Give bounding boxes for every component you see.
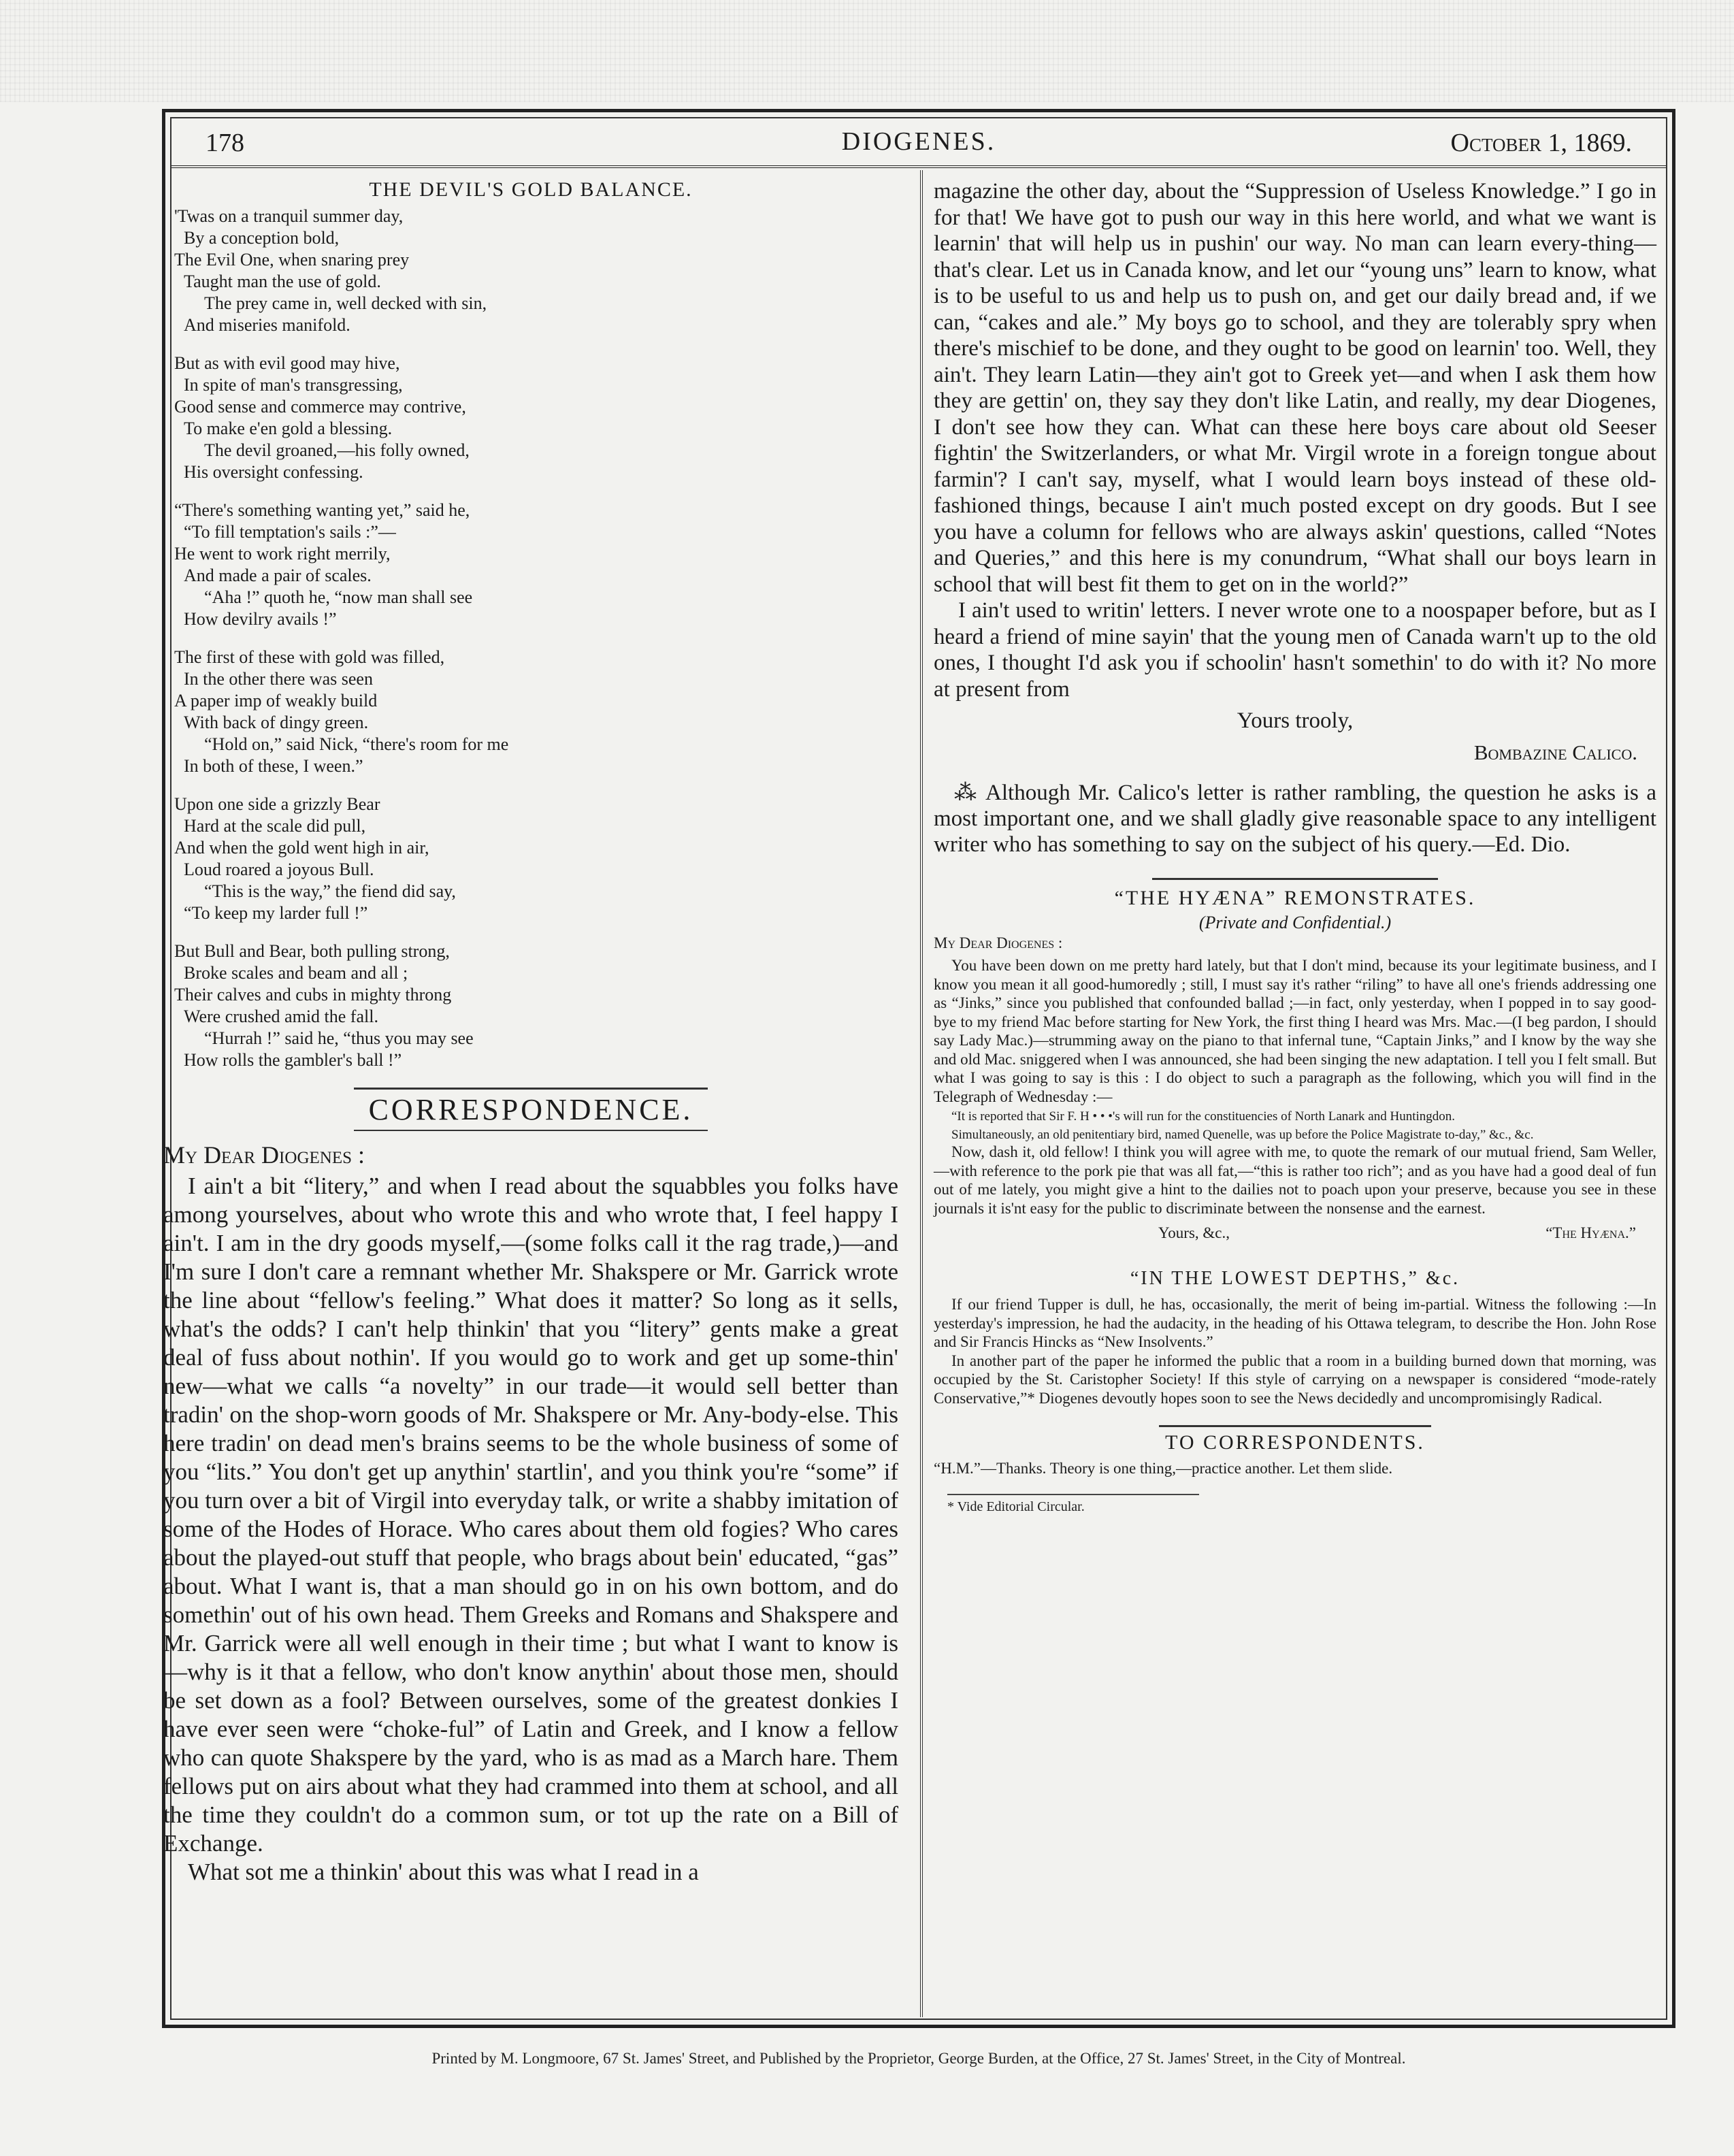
hyena-signoff [934,1224,1656,1245]
to-correspondents-text: “H.M.”—Thanks. Theory is one thing,—practice another. Let them slide. [934,1460,1393,1477]
printer-imprint: Printed by M. Longmoore, 67 St. James' Street, and Published by the Proprietor, George Burden, at the Office, 27 St. James' Street, in the City of Montreal. [431,2050,1406,2067]
poem-line: “There's something wanting yet,” said he, [174,500,470,520]
header-rule [171,165,1666,168]
poem-line: 'Twas on a tranquil summer day, [174,206,404,226]
poem-stanza [163,500,898,630]
poem-line: How devilry avails !” [184,609,337,629]
issue-date: October 1, 1869. [1450,129,1632,157]
poem-line: Were crushed amid the fall. [184,1007,378,1026]
poem-line: In both of these, I ween.” [184,756,363,776]
letter-paragraph-3: I ain't used to writin' letters. I never wrote one to a noospaper before, but as I heard a friend of mine sayin' that the young men of Canada warn't up to the old ones, I thought I'd ask you if schoolin' hasn't somethin' to do with it? No more at present from [934,598,1656,702]
poem-stanza [163,941,898,1071]
poem-line: How rolls the gambler's ball !” [184,1050,402,1070]
poem-line: Taught man the use of gold. [184,272,381,291]
hyena-paragraph-1: You have been down on me pretty hard lately, but that I don't mind, because its your legitimate business, and I know you mean it all good-humoredly ; still, I must say it's rather “riling” to have all one's friends addressing one as “Jinks,” since you published that confounded ballad ;—in fact, only yesterday, when I popped in to say good-bye to my friend Mac before starting for New York, the first thing I heard was Mrs. Mac.—(I beg pardon, I should say Lady Mac.)—strumming away on the piano to that infernal tune, “Captain Jinks,” and I know by the way she and old Mac. sniggered when I was announced, she had been singing the new adaptation. I tell you I felt small. But what I was going to say is this : I do object to such a paragraph as the following, which you will find in the Telegraph of Wednesday :— [934,957,1656,1105]
poem-line: “To keep my larder full !” [184,903,368,923]
poem-stanza [163,794,898,924]
letter-paragraph-1: I ain't a bit “litery,” and when I read about the squabbles you folks have among yourselves, about who wrote this and who wrote that, I feel happy I ain't. I am in the dry goods myself,—(some folks call it the rag trade,)—and I'm sure I don't care a remnant whether Mr. Shakspere or Mr. Garrick wrote the line about “fellow's feeling.” What does it matter? So long as it sells, what's the odds? I can't help thinkin' that you “litery” gents make a great deal of fuss about nothin'. If you would go to work and get up some-thin' new—what we calls “a novelty” in our trade—it would sell better than tradin' on the shop-worn goods of Mr. Shakspere or Mr. Any-body-else. This here tradin' on dead men's brains seems to be the whole business of some of you “lits.” You don't get up anythin' startlin', and you think you're “some” if you turn over a bit of Virgil into everyday talk, or write a shabby imitation of some of the Hodes of Horace. Who cares about them old fogies? Who cares about the played-out stuff that people, who brags about bein' educated, “gas” about. What I want is, that a man should go in on his own bottom, and do somethin' out of his own head. Them Greeks and Romans and Shakspere and Mr. Garrick were all well enough in their time ; but what I want to know is—why is it that a fellow, who don't know anythin' about those men, should be set down as a fool? Between ourselves, some of the greatest donkies I have ever seen were “choke-ful” of Latin and Greek, and I know a fellow who can quote Shakspere by the yard, who is as mad as a March hare. Them fellows put on airs about what they had crammed into them at school, and all the time they couldn't do a common sum, or tot up the rate on a Bill of Exchange. [163,1173,898,1857]
hyena-salutation: My Dear Diogenes : [934,934,1063,951]
poem-line: Their calves and cubs in mighty throng [174,985,452,1004]
page-number: 178 [206,129,244,157]
poem-line: And when the gold went high in air, [174,838,429,858]
editor-note: ⁂ Although Mr. Calico's letter is rather rambling, the question he asks is a most important one, and we shall gladly give reasonable space to any intelligent writer who has something to say on the subject of his query.—Ed. Dio. [934,781,1656,857]
poem-stanza [163,206,898,336]
letter-paragraph-2-start: What sot me a thinkin' about this was what I read in a [188,1859,699,1885]
poem-line: In spite of man's transgressing, [184,375,403,395]
poem-line: “Hurrah !” said he, “thus you may see [204,1028,474,1048]
hyena-signature: “The Hyæna.” [1545,1224,1636,1241]
footnote: * Vide Editorial Circular. [947,1499,1085,1514]
hyena-closing: Yours, &c., [1158,1224,1230,1241]
poem-stanza [163,353,898,483]
poem-line: The Evil One, when snaring prey [174,250,410,270]
poem-line: “To fill temptation's sails :”— [184,522,396,542]
hyena-paragraph-2: Now, dash it, old fellow! I think you will agree with me, to quote the remark of our mutual friend, Sam Weller,—with reference to the pork pie that was all fat,—“this is rather too rich”; and as you have had a good deal of fun out of me lately, you might give a hint to the dailies not to poach upon your preserve, because you see in these journals it is'nt easy for the public to discriminate between the nonsense and the earnest. [934,1143,1656,1217]
letter-signature: Bombazine Calico. [1473,740,1637,764]
poem-line: Good sense and commerce may contrive, [174,397,466,416]
poem-line: Hard at the scale did pull, [184,816,366,836]
letter-paragraph-2-continued: magazine the other day, about the “Suppression of Useless Knowledge.” I go in for that! We have got to push our way in this here world, and what we want is learnin' that will help us in pushin' our way. No man can learn every-thing—that's clear. Let us in Canada know, and let our “young uns” learn to know, what is to be useful to us and help us to push on, and get our daily bread and, if we can, “cakes and ale.” My boys go to school, and they are tolerably spry when there's mischief to be done, and they ought to be good on learnin' too. Well, they ain't. They learn Latin—they ain't got to Greek yet—and when I ask them how they are gettin' on, they say they don't like Latin, and really, my dear Diogenes, I don't see how they can. What can these here boys care about old Seeser fightin' the Switzerlanders, or what Mr. Virgil wrote in a foreign tongue about farmin'? I can't say, myself, what I would learn boys instead of these old-fashioned things, because I ain't much posted except on dry goods. But I see you have a column for fellows who are always askin' questions, called “Notes and Queries,” and this here is my conundrum, “What shall our boys learn in school that will best fit them to get on in the world?” [934,179,1656,597]
poem-line: With back of dingy green. [184,713,369,732]
section-rule [1152,878,1438,880]
poem-line: But as with evil good may hive, [174,353,400,373]
poem-line: And miseries manifold. [184,315,350,335]
section-rule [354,1130,708,1131]
footnote-rule [947,1494,1199,1495]
poem-line: “This is the way,” the fiend did say, [204,881,456,901]
depths-paragraph-1: If our friend Tupper is dull, he has, occasionally, the merit of being im-partial. Witness the following :—In yesterday's impression, he had the audacity, in the heading of his Ottawa telegram, to describe the Hon. John Rose and Sir Francis Hincks as “New Insolvents.” [934,1296,1656,1350]
poem-line: But Bull and Bear, both pulling strong, [174,941,450,961]
poem-line: Broke scales and beam and all ; [184,963,408,983]
poem [163,206,898,1071]
letter-closing: Yours trooly, [1237,708,1354,733]
poem-line: The prey came in, well decked with sin, [204,293,487,313]
column-rule [920,170,923,2017]
right-column [934,178,1656,1515]
section-rule [1159,1425,1431,1427]
poem-line: By a conception bold, [184,228,340,248]
correspondence-heading: CORRESPONDENCE. [368,1093,693,1126]
poem-line: “Aha !” quoth he, “now man shall see [204,587,473,607]
to-correspondents-title: TO CORRESPONDENTS. [1165,1431,1425,1454]
hyena-quote-1: “It is reported that Sir F. H • • •'s will run for the constituencies of North Lanark and Huntingdon. [951,1109,1456,1124]
poem-line: Upon one side a grizzly Bear [174,794,380,814]
poem-line: Loud roared a joyous Bull. [184,860,374,879]
page-header [176,122,1662,163]
poem-line: He went to work right merrily, [174,544,391,564]
section-rule [354,1088,708,1090]
poem-line: “Hold on,” said Nick, “there's room for me [204,734,509,754]
hyena-quote-2: Simultaneously, an old penitentiary bird, named Quenelle, was up before the Police Magistrate to-day,” &c., &c. [951,1128,1534,1142]
poem-line: To make e'en gold a blessing. [184,419,393,438]
masthead-title: DIOGENES. [841,127,996,156]
letter-salutation: My Dear Diogenes : [163,1141,365,1169]
hyena-title: “THE HYÆNA” REMONSTRATES. [1114,887,1476,909]
poem-stanza [163,647,898,777]
poem-line: His oversight confessing. [184,462,363,482]
poem-line: The first of these with gold was filled, [174,647,445,667]
left-column [163,178,898,1886]
scan-noise [0,0,1734,102]
depths-title: “IN THE LOWEST DEPTHS,” &c. [1130,1268,1460,1289]
poem-title: THE DEVIL'S GOLD BALANCE. [369,178,693,201]
poem-line: In the other there was seen [184,669,373,689]
depths-paragraph-2: In another part of the paper he informed the public that a room in a building burned down that morning, was occupied by the St. Caristopher Society! If this style of carrying on a newspaper is considered “mode-rately Conservative,”* Diogenes devoutly hopes soon to see the News decidedly and uncompromisingly Radical. [934,1352,1656,1407]
poem-line: And made a pair of scales. [184,566,372,585]
poem-line: The devil groaned,—his folly owned, [204,440,470,460]
hyena-subtitle: (Private and Confidential.) [1198,913,1392,932]
poem-line: A paper imp of weakly build [174,691,378,710]
